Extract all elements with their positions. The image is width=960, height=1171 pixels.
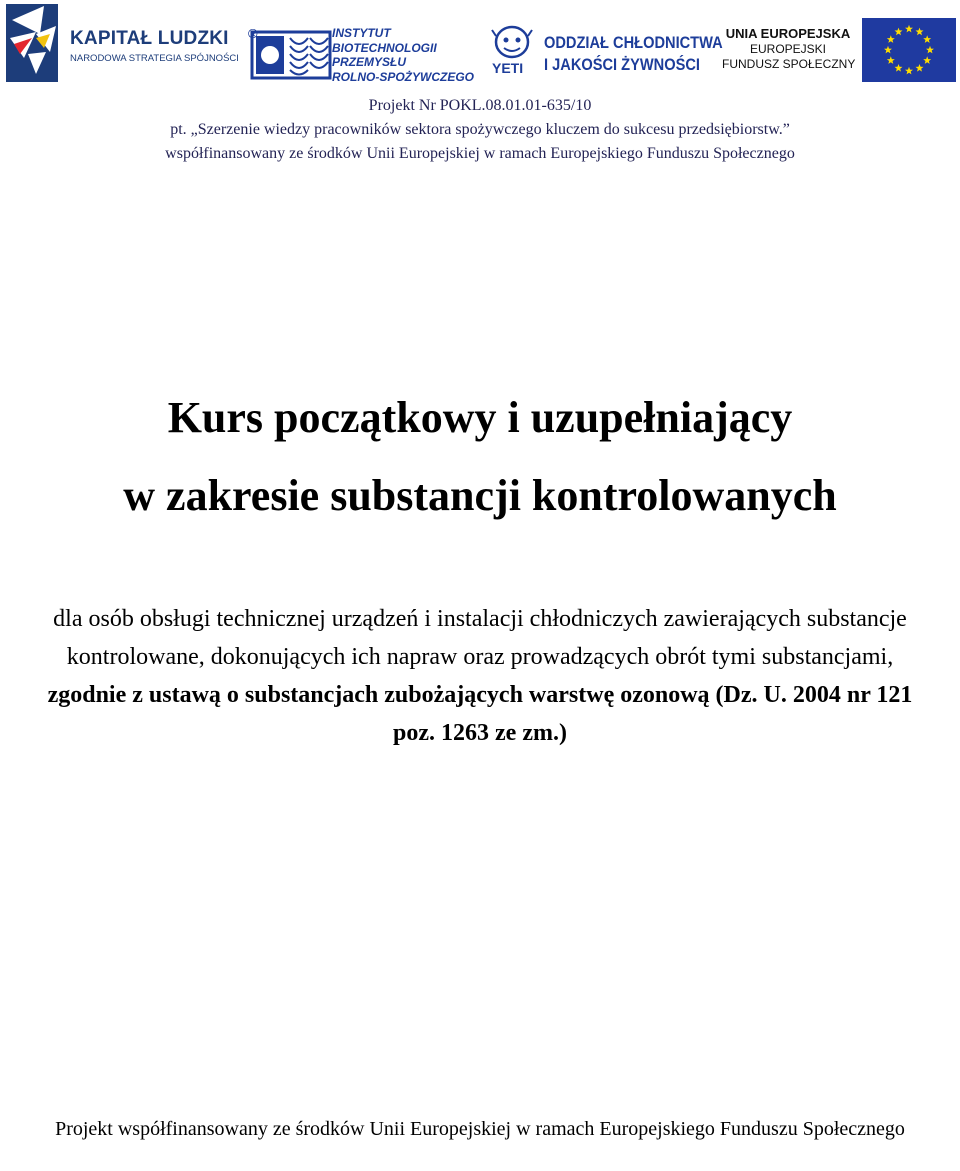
description-legal-reference: zgodnie z ustawą o substancjach zubożających warstwę ozonową (Dz. U. 2004 nr 121 poz. 1263 ze zm.) — [47, 682, 913, 746]
project-cofunding: współfinansowany ze środków Unii Europejskiej w ramach Europejskiego Funduszu Społecznego — [165, 145, 795, 162]
kapital-ludzki-subtitle: NARODOWA STRATEGIA SPÓJNOŚCI — [70, 53, 239, 64]
eu-line: UNIA EUROPEJSKA — [725, 26, 851, 41]
footer-cofunding: Projekt współfinansowany ze środków Unii Europejskiej w ramach Europejskiego Funduszu Społecznego — [55, 1118, 905, 1140]
eu-line: EUROPEJSKI — [749, 41, 827, 56]
institute-name — [332, 26, 474, 84]
description-regular: dla osób obsługi technicznej urządzeń i instalacji chłodniczych zawierających substancje kontrolowane, dokonujących ich napraw oraz prowadzących obrót tymi substancjami, — [53, 606, 907, 670]
institute-emblem-icon — [250, 30, 332, 80]
project-number: Projekt Nr POKL.08.01.01-635/10 — [368, 97, 592, 114]
eu-text — [722, 26, 854, 73]
logo-bar — [0, 0, 960, 90]
project-title: pt. „Szerzenie wiedzy pracowników sektora spożywczego kluczem do sukcesu przedsiębiorstw.” — [170, 121, 790, 138]
institute-line: PRZEMYSŁU — [332, 55, 407, 69]
course-title-line2: w zakresie substancji kontrolowanych — [123, 471, 837, 520]
yeti-mark: YETI — [492, 60, 524, 76]
eu-line: FUNDUSZ SPOŁECZNY — [722, 57, 856, 71]
institute-line: INSTYTUT — [332, 26, 391, 40]
course-title-line1: Kurs początkowy i uzupełniający — [167, 393, 793, 442]
kapital-ludzki-name: KAPITAŁ LUDZKI — [70, 28, 229, 49]
institute-line: ROLNO-SPOŻYWCZEGO — [332, 69, 474, 84]
registered-mark: ® — [248, 26, 258, 41]
yeti-line: I JAKOŚCI ŻYWNOŚCI — [544, 55, 700, 74]
yeti-line: ODDZIAŁ CHŁODNICTWA — [544, 33, 723, 52]
kapital-ludzki-star-icon — [6, 4, 58, 82]
yeti-division-name — [544, 32, 723, 76]
yeti-logo — [488, 2, 723, 86]
institute-logo — [248, 2, 484, 86]
eu-flag-icon — [862, 18, 956, 82]
eu-logo — [722, 2, 958, 86]
institute-line: BIOTECHNOLOGII — [332, 40, 437, 55]
kapital-ludzki-logo — [4, 2, 244, 84]
course-description — [40, 600, 920, 752]
